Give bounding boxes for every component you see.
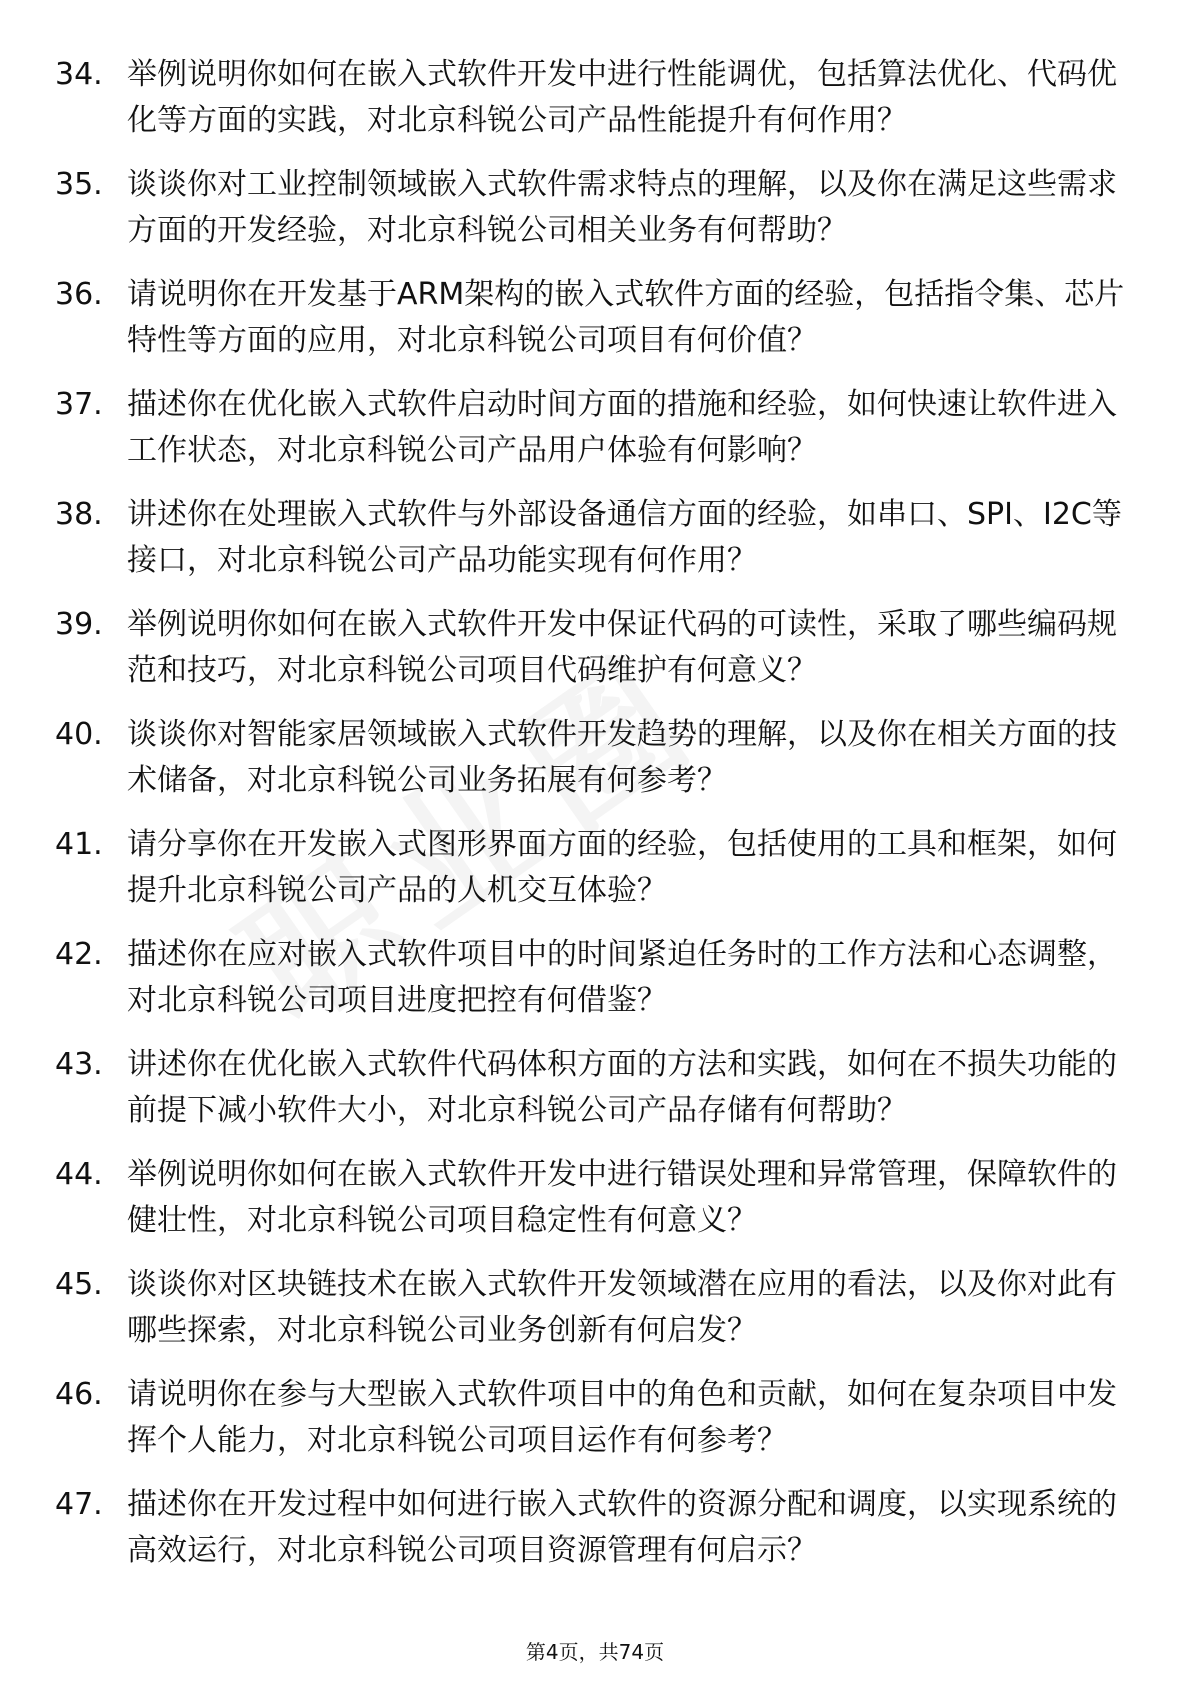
question-text: 谈谈你对智能家居领域嵌入式软件开发趋势的理解，以及你在相关方面的技术储备，对北京科锐公司业务拓展有何参考？ [127, 717, 1117, 798]
question-text: 谈谈你对区块链技术在嵌入式软件开发领域潜在应用的看法，以及你对此有哪些探索，对北京科锐公司业务创新有何启发？ [127, 1267, 1117, 1348]
question-text: 描述你在应对嵌入式软件项目中的时间紧迫任务时的工作方法和心态调整，对北京科锐公司项目进度把控有何借鉴？ [127, 937, 1117, 1018]
question-number: 37. [55, 387, 103, 422]
list-item [55, 822, 1135, 914]
question-number: 34. [55, 57, 103, 92]
list-item [55, 712, 1135, 804]
question-text: 举例说明你如何在嵌入式软件开发中保证代码的可读性，采取了哪些编码规范和技巧，对北京科锐公司项目代码维护有何意义？ [127, 607, 1117, 688]
list-item [55, 1262, 1135, 1354]
question-number: 47. [55, 1487, 103, 1522]
question-number: 39. [55, 607, 103, 642]
question-number: 38. [55, 497, 103, 532]
question-number: 45. [55, 1267, 103, 1302]
question-number: 41. [55, 827, 103, 862]
list-item [55, 272, 1135, 364]
question-text: 举例说明你如何在嵌入式软件开发中进行错误处理和异常管理，保障软件的健壮性，对北京科锐公司项目稳定性有何意义？ [127, 1157, 1117, 1238]
page-footer: 第4页，共74页 [525, 1640, 665, 1664]
question-text: 描述你在开发过程中如何进行嵌入式软件的资源分配和调度，以实现系统的高效运行，对北京科锐公司项目资源管理有何启示？ [127, 1487, 1117, 1568]
question-text: 请说明你在开发基于ARM架构的嵌入式软件方面的经验，包括指令集、芯片特性等方面的应用，对北京科锐公司项目有何价值？ [127, 277, 1125, 358]
list-item [55, 52, 1135, 144]
list-item [55, 492, 1135, 584]
question-text: 请说明你在参与大型嵌入式软件项目中的角色和贡献，如何在复杂项目中发挥个人能力，对北京科锐公司项目运作有何参考？ [127, 1377, 1117, 1458]
list-item [55, 1372, 1135, 1464]
question-number: 40. [55, 717, 103, 752]
question-text: 讲述你在优化嵌入式软件代码体积方面的方法和实践，如何在不损失功能的前提下减小软件大小，对北京科锐公司产品存储有何帮助？ [127, 1047, 1117, 1128]
list-item [55, 162, 1135, 254]
list-item [55, 1042, 1135, 1134]
list-item [55, 602, 1135, 694]
question-number: 42. [55, 937, 103, 972]
list-item [55, 382, 1135, 474]
question-list [55, 52, 1135, 1592]
question-number: 35. [55, 167, 103, 202]
question-text: 谈谈你对工业控制领域嵌入式软件需求特点的理解，以及你在满足这些需求方面的开发经验，对北京科锐公司相关业务有何帮助？ [127, 167, 1117, 248]
question-text: 描述你在优化嵌入式软件启动时间方面的措施和经验，如何快速让软件进入工作状态，对北京科锐公司产品用户体验有何影响？ [127, 387, 1117, 468]
question-text: 举例说明你如何在嵌入式软件开发中进行性能调优，包括算法优化、代码优化等方面的实践，对北京科锐公司产品性能提升有何作用？ [127, 57, 1117, 138]
list-item [55, 1482, 1135, 1574]
list-item [55, 932, 1135, 1024]
question-number: 36. [55, 277, 103, 312]
question-text: 讲述你在处理嵌入式软件与外部设备通信方面的经验，如串口、SPI、I2C等接口，对北京科锐公司产品功能实现有何作用？ [127, 497, 1122, 578]
question-text: 请分享你在开发嵌入式图形界面方面的经验，包括使用的工具和框架，如何提升北京科锐公司产品的人机交互体验？ [127, 827, 1117, 908]
question-number: 46. [55, 1377, 103, 1412]
list-item [55, 1152, 1135, 1244]
question-number: 43. [55, 1047, 103, 1082]
question-number: 44. [55, 1157, 103, 1192]
